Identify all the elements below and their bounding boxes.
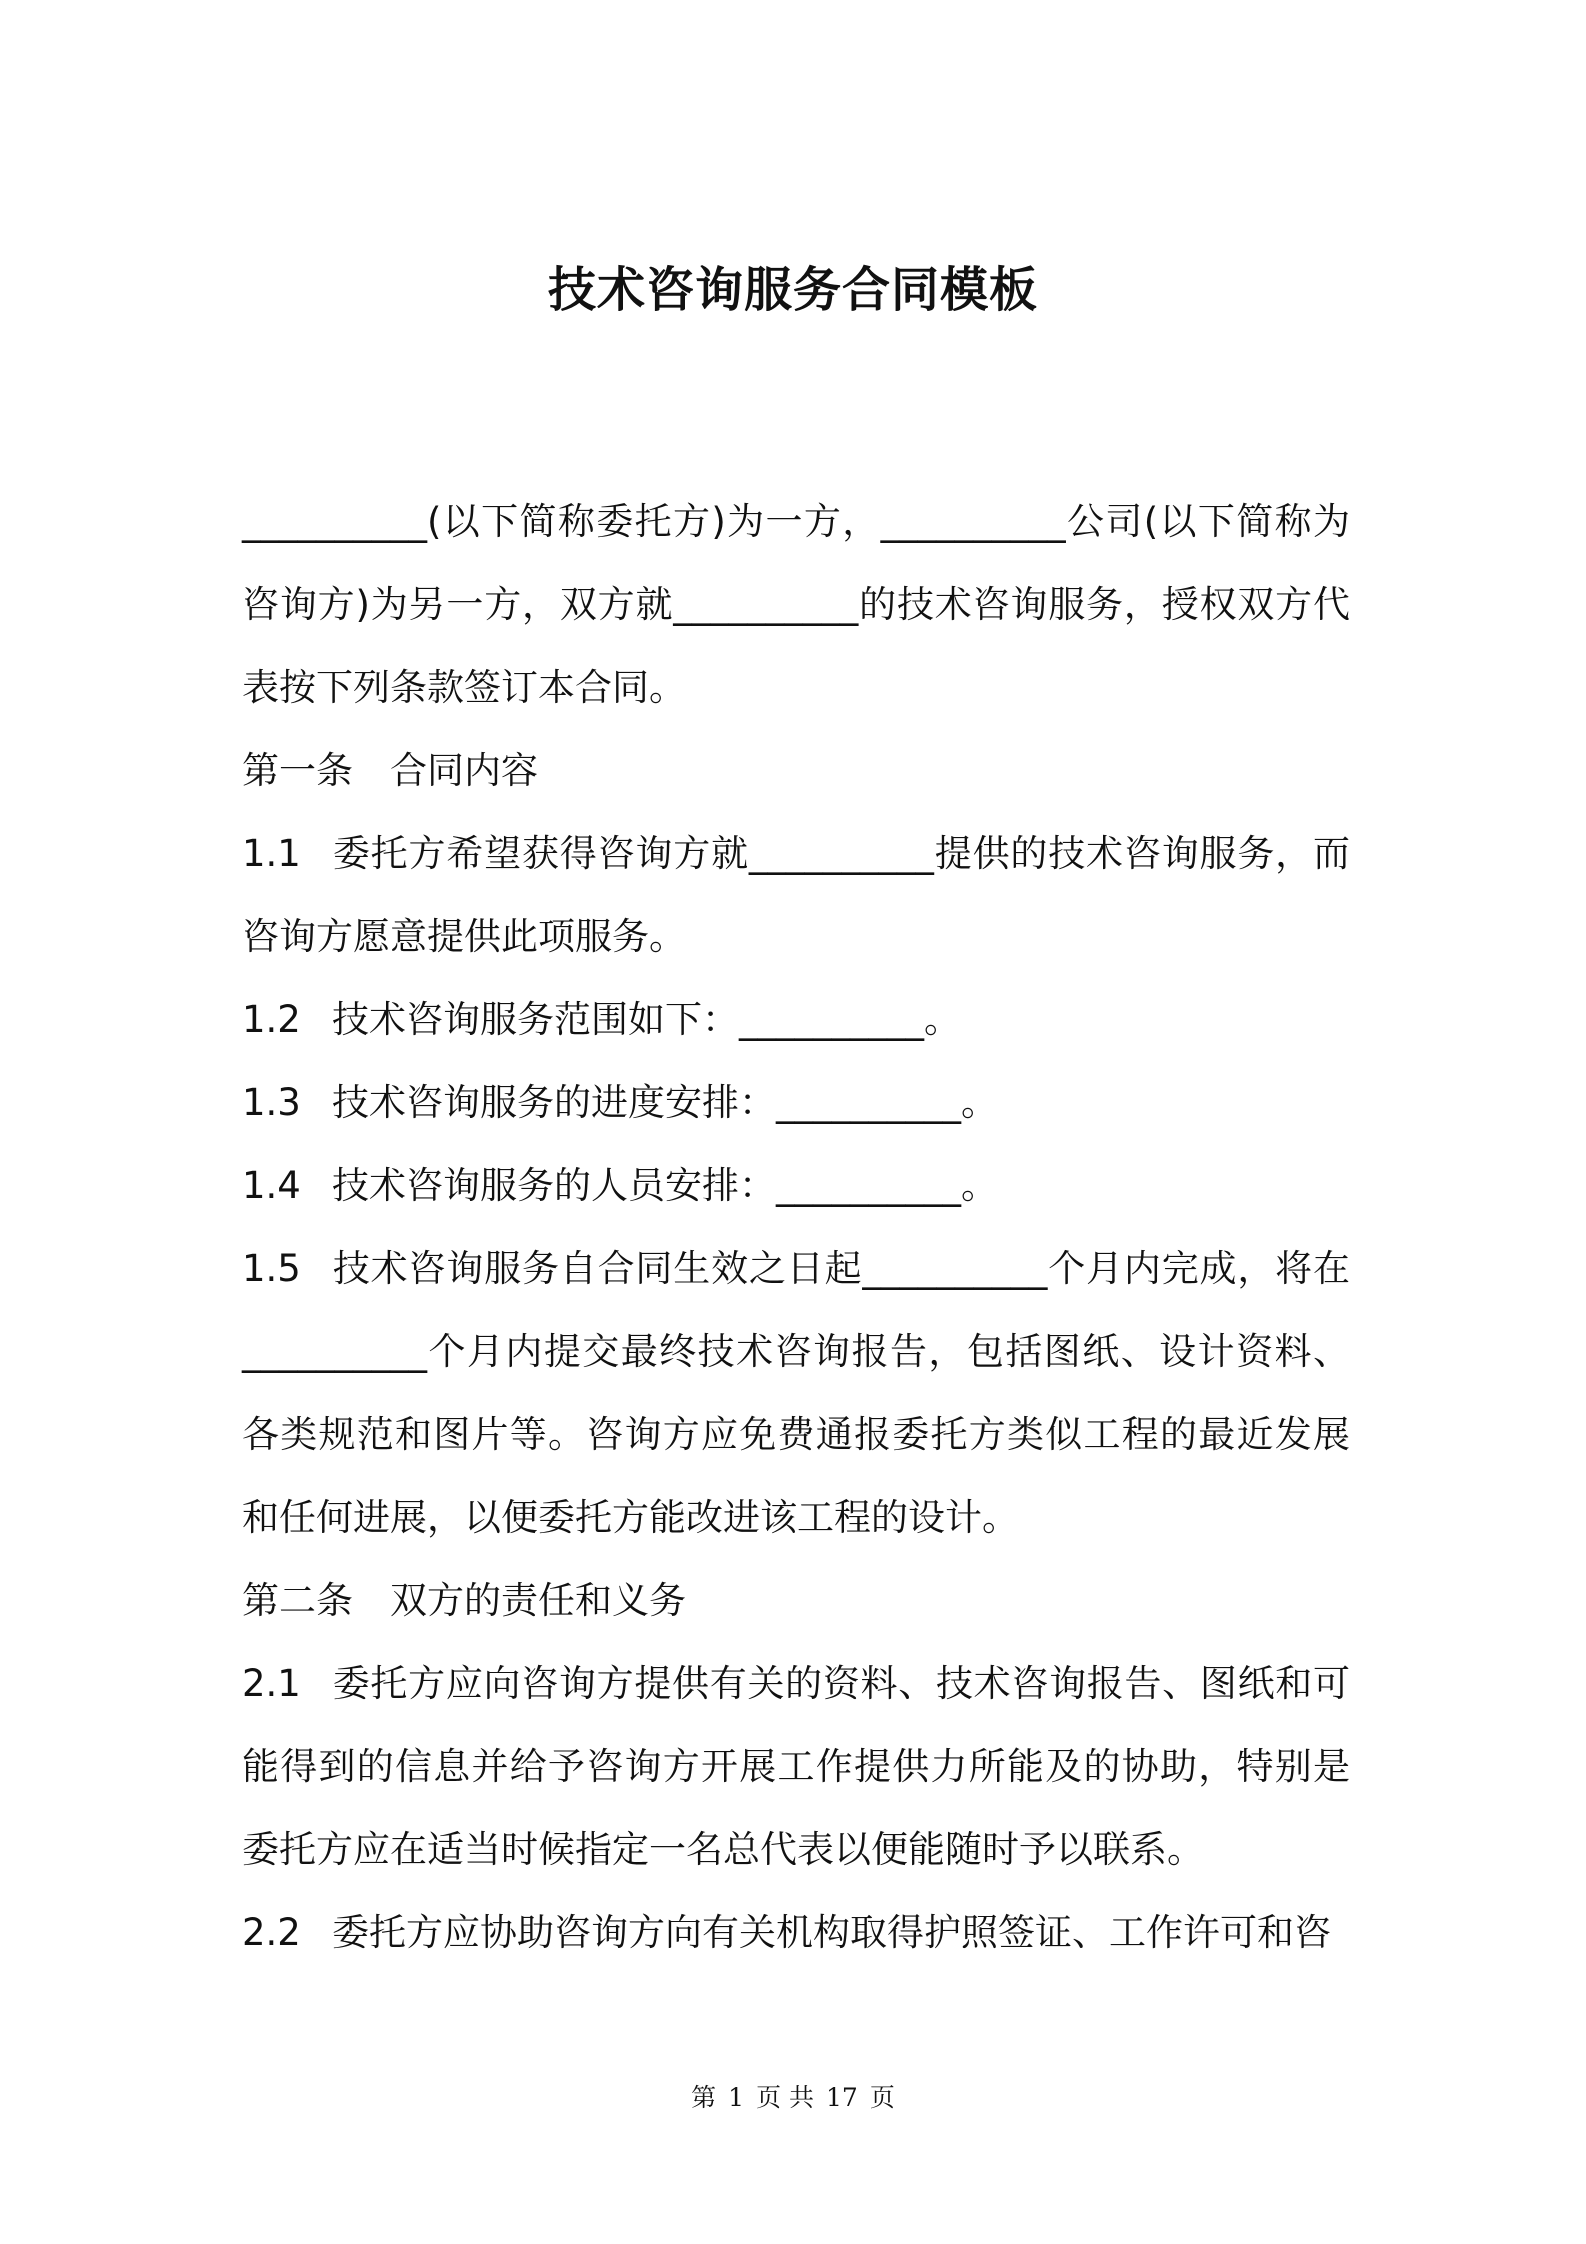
clause-number: 1.2	[242, 998, 301, 1041]
footer-mid: 页 共	[756, 2083, 815, 2112]
clause-number: 1.5	[242, 1247, 301, 1290]
article-title: 双方的责任和义务	[390, 1579, 686, 1622]
clause-text: 委托方希望获得咨询方就__________提供的技术咨询服务，而咨询方愿意提供此项服务。	[242, 832, 1350, 958]
document-title: 技术咨询服务合同模板	[547, 262, 1038, 318]
article-heading	[242, 1559, 1350, 1642]
clause-paragraph	[242, 1642, 1350, 1891]
clause-paragraph	[242, 1891, 1350, 1974]
clause-text: 委托方应向咨询方提供有关的资料、技术咨询报告、图纸和可能得到的信息并给予咨询方开展工作提供力所能及的协助，特别是委托方应在适当时候指定一名总代表以便能随时予以联系。	[242, 1662, 1350, 1871]
footer-prefix: 第	[691, 2083, 717, 2112]
clause-text: 技术咨询服务自合同生效之日起__________个月内完成，将在__________个月内提交最终技术咨询报告，包括图纸、设计资料、各类规范和图片等。咨询方应免费通报委托方类似工程的最近发展和任何进展，以便委托方能改进该工程的设计。	[242, 1247, 1350, 1539]
article-label: 第一条	[242, 749, 353, 792]
clause-paragraph	[242, 812, 1350, 978]
footer-total-pages: 17	[826, 2083, 858, 2112]
clause-paragraph	[242, 978, 1350, 1061]
clause-number: 2.2	[242, 1911, 301, 1954]
clause-number: 1.1	[242, 832, 301, 875]
clause-text: 技术咨询服务的进度安排：__________。	[332, 1081, 998, 1124]
article-title: 合同内容	[390, 749, 538, 792]
clause-paragraph	[242, 1227, 1350, 1559]
page-footer	[0, 2078, 1586, 2118]
clause-number: 2.1	[242, 1662, 301, 1705]
intro-paragraph: __________(以下简称委托方)为一方，__________公司(以下简称为咨询方)为另一方，双方就__________的技术咨询服务，授权双方代表按下列条款签订本合同。	[242, 500, 1350, 709]
clause-text: 技术咨询服务范围如下：__________。	[332, 998, 961, 1041]
article-label: 第二条	[242, 1579, 353, 1622]
footer-page-number: 1	[728, 2083, 745, 2112]
document-body	[242, 480, 1350, 1974]
clause-paragraph	[242, 1061, 1350, 1144]
clause-text: 委托方应协助咨询方向有关机构取得护照签证、工作许可和咨	[332, 1911, 1331, 1954]
clause-number: 1.4	[242, 1164, 301, 1207]
article-heading	[242, 729, 1350, 812]
clause-paragraph	[242, 1144, 1350, 1227]
clause-number: 1.3	[242, 1081, 301, 1124]
clause-text: 技术咨询服务的人员安排：__________。	[332, 1164, 998, 1207]
footer-suffix: 页	[869, 2083, 895, 2112]
